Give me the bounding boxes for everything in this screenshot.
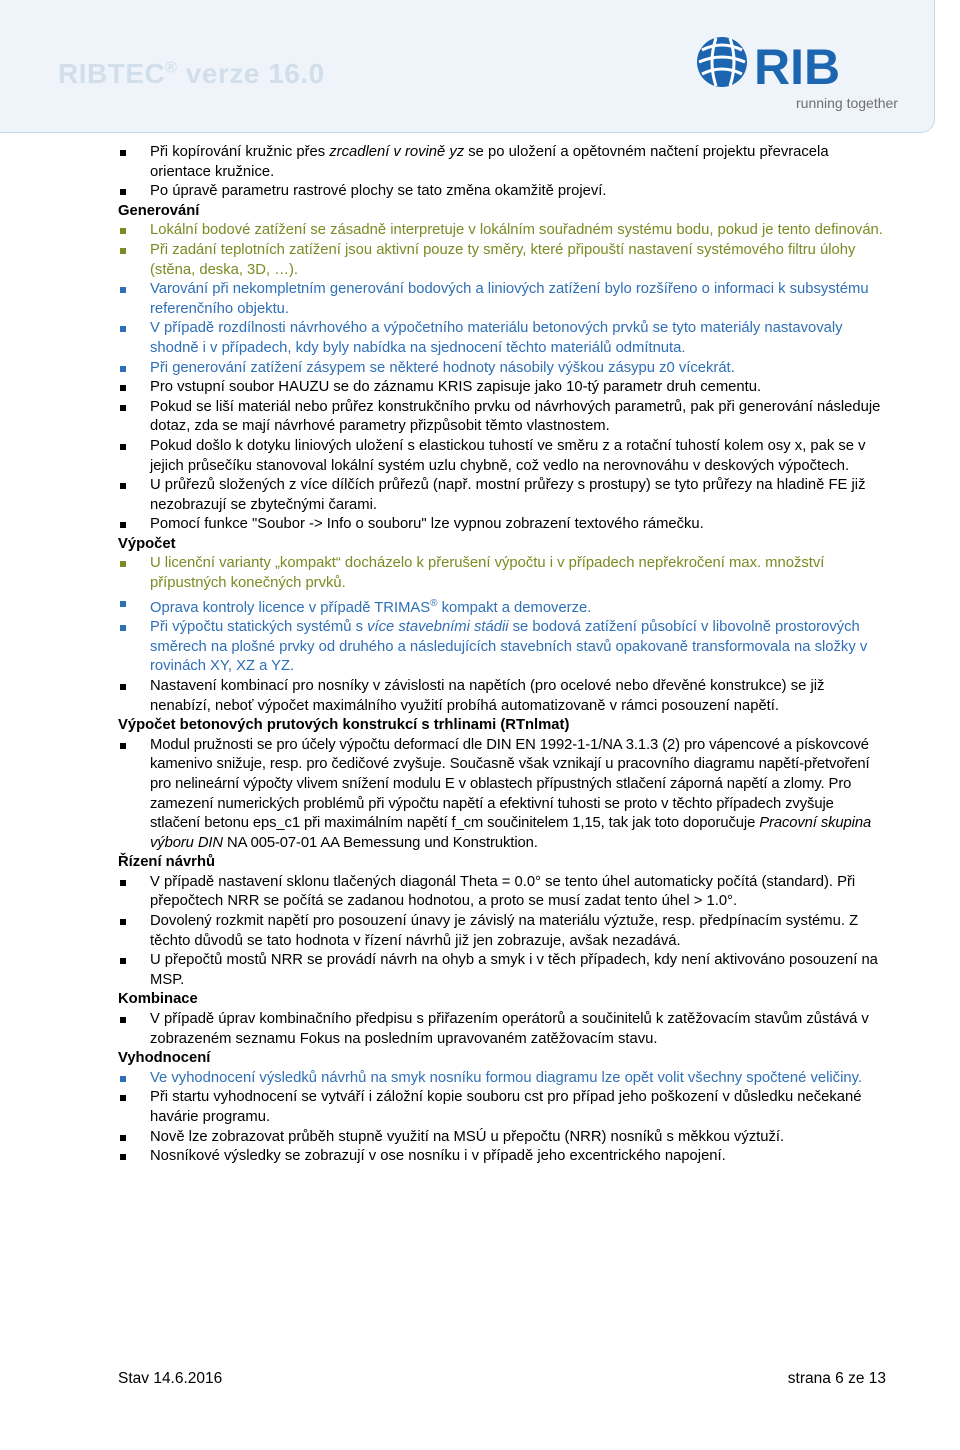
footer-date: Stav 14.6.2016	[118, 1370, 223, 1387]
section-heading-vypocet: Výpočet	[118, 535, 176, 552]
list-item: Pokud se liší materiál nebo průřez konstrukčního prvku od návrhových parametrů, pak při generování následuje dotaz, zda se mají návrhové parametry přizpůsobit těmto vlastnostem.	[118, 398, 886, 437]
bullet-icon	[120, 1154, 126, 1160]
list-item: U přepočtů mostů NRR se provádí návrh na ohyb a smyk i v těch případech, kdy není aktivováno posouzení na MSP.	[118, 951, 886, 990]
section-heading-vyhodnoceni: Vyhodnocení	[118, 1050, 211, 1067]
list-item: Při výpočtu statických systémů s více stavebními stádii se bodová zatížení působící v libovolně prostorových směrech na plošné prvky od druhého a následujících stavebních stavů opakovaně transformovala na složky v rovinách XY, XZ a YZ.	[118, 618, 886, 677]
section-heading-kombinace: Kombinace	[118, 991, 198, 1008]
bullet-icon	[120, 684, 126, 690]
bullet-icon	[120, 228, 126, 234]
bullet-icon	[120, 1095, 126, 1101]
bullet-icon	[120, 287, 126, 293]
logo-wordmark: RIB	[754, 39, 841, 95]
logo-tagline: running together	[796, 95, 898, 111]
bullet-icon	[120, 150, 126, 156]
registered-mark: ®	[165, 59, 178, 77]
bullet-icon	[120, 958, 126, 964]
bullet-icon	[120, 743, 126, 749]
list-item: Při generování zatížení zásypem se některé hodnoty násobily výškou zásypu z0 vícekrát.	[118, 359, 886, 379]
bullet-icon	[120, 189, 126, 195]
product-title: RIBTEC® verze 16.0	[58, 58, 325, 89]
list-item: U licenční varianty „kompakt“ docházelo k přerušení výpočtu i v případech nepřekročení max. množství přípustných konečných prvků.	[118, 554, 886, 593]
list-item: Oprava kontroly licence v případě TRIMAS® kompakt a demoverze.	[118, 594, 886, 619]
bullet-icon	[120, 483, 126, 489]
list-item: Lokální bodové zatížení se zásadně interpretuje v lokálním souřadném systému bodu, pokud je tento definován.	[118, 221, 886, 241]
bullet-icon	[120, 561, 126, 567]
list-item: Při kopírování kružnic přes zrcadlení v rovině yz se po uložení a opětovném načtení projektu převracela orientace kružnice.	[118, 143, 886, 182]
bullet-icon	[120, 248, 126, 254]
bullet-icon	[120, 601, 126, 607]
list-item: Pokud došlo k dotyku liniových uložení s elastickou tuhostí ve směru z a rotační tuhostí kolem osy x, pak se v jejich průsečíku stanovoval lokální systém uzlu chybně, což vedlo na nerovnováhu v deskových výpočtech.	[118, 437, 886, 476]
rib-logo	[696, 32, 906, 116]
bullet-icon	[120, 405, 126, 411]
bullet-icon	[120, 366, 126, 372]
bullet-icon	[120, 919, 126, 925]
bullet-icon	[120, 1135, 126, 1141]
list-item: Dovolený rozkmit napětí pro posouzení únavy je závislý na materiálu výztuže, resp. předpínacím systému. Z těchto důvodů se tato hodnota v řízení návrhů již jen zobrazuje, avšak nezadává.	[118, 912, 886, 951]
bullet-icon	[120, 1076, 126, 1082]
bullet-icon	[120, 1017, 126, 1023]
list-item: Při zadání teplotních zatížení jsou aktivní pouze ty směry, které připouští nastavení systémového filtru úlohy (stěna, deska, 3D, …).	[118, 241, 886, 280]
bullet-icon	[120, 444, 126, 450]
list-item: Modul pružnosti se pro účely výpočtu deformací dle DIN EN 1992-1-1/NA 3.1.3 (2) pro vápencové a pískovcové kamenivo snižuje, resp. pro čedičové zvyšuje. Současně však vznikají u pracovního diagramu napětí-přetvoření pro nelineární výpočty vlivem snížení modulu E v oblastech přípustných stlačení záporná napětí a zlomy. Pro zamezení numerických problémů při výpočtu napětí a efektivní tuhosti se proto v těchto případech zvyšuje stlačení betonu eps_c1 při maximálním napětí f_cm součinitelem 1,15, tak jak toto doporučuje Pracovní skupina výboru DIN NA 005-07-01 AA Bemessung und Konstruktion.	[118, 736, 886, 854]
list-item: V případě úprav kombinačního předpisu s přiřazením operátorů a součinitelů k zatěžovacím stavům zůstává v zobrazeném seznamu Fokus na posledním upravovaném zatěžovacím stavu.	[118, 1010, 886, 1049]
bullet-icon	[120, 326, 126, 332]
list-item: Při startu vyhodnocení se vytváří i záložní kopie souboru cst pro případ jeho poškození v důsledku nečekané havárie programu.	[118, 1088, 886, 1127]
section-heading-generovani: Generování	[118, 202, 200, 219]
list-item: Ve vyhodnocení výsledků návrhů na smyk nosníku formou diagramu lze opět volit všechny spočtené veličiny.	[118, 1069, 886, 1089]
bullet-icon	[120, 522, 126, 528]
list-item: U průřezů složených z více dílčích průřezů (např. mostní průřezy s prostupy) se tyto průřezy na hladině FE již nezobrazují se zbytečnými čarami.	[118, 476, 886, 515]
page-header	[0, 0, 935, 133]
list-item: V případě nastavení sklonu tlačených diagonál Theta = 0.0° se tento úhel automaticky počítá (standard). Při přepočtech NRR se počítá se zadanou hodnotou, a proto se musí zadat tento úhel > 1.0°.	[118, 873, 886, 912]
bullet-icon	[120, 880, 126, 886]
list-item: Nosníkové výsledky se zobrazují v ose nosníku i v případě jeho excentrického napojení.	[118, 1147, 886, 1167]
bullet-icon	[120, 625, 126, 631]
list-item: Pro vstupní soubor HAUZU se do záznamu KRIS zapisuje jako 10-tý parametr druh cementu.	[118, 378, 886, 398]
list-item: Nově lze zobrazovat průběh stupně využití na MSÚ u přepočtu (NRR) nosníků s měkkou výztuží.	[118, 1128, 886, 1148]
footer-page-number: strana 6 ze 13	[787, 1370, 886, 1387]
section-heading-rtnlmat: Výpočet betonových prutových konstrukcí s trhlinami (RTnlmat)	[118, 717, 570, 734]
bullet-icon	[120, 385, 126, 391]
section-heading-rizeni-navrhu: Řízení návrhů	[118, 854, 216, 871]
list-item: V případě rozdílnosti návrhového a výpočetního materiálu betonových prvků se tyto materiály nastavovaly shodně i v případech, kdy byly nabídka na sjednocení těchto materiálů odmítnuta.	[118, 319, 886, 358]
list-item: Varování při nekompletním generování bodových a liniových zatížení bylo rozšířeno o informaci k subsystému referenčního objektu.	[118, 280, 886, 319]
globe-icon	[697, 37, 747, 87]
list-item: Nastavení kombinací pro nosníky v závislosti na napětích (pro ocelové nebo dřevěné konstrukce) se již nenabízí, neboť výpočet maximálního využití probíhá automatizovaně v rámci posouzení napětí.	[118, 677, 886, 716]
list-item: Pomocí funkce "Soubor -> Info o souboru" lze vypnou zobrazení textového rámečku.	[118, 515, 886, 535]
list-item: Po úpravě parametru rastrové plochy se tato změna okamžitě projeví.	[118, 182, 886, 202]
release-notes	[118, 143, 886, 1167]
